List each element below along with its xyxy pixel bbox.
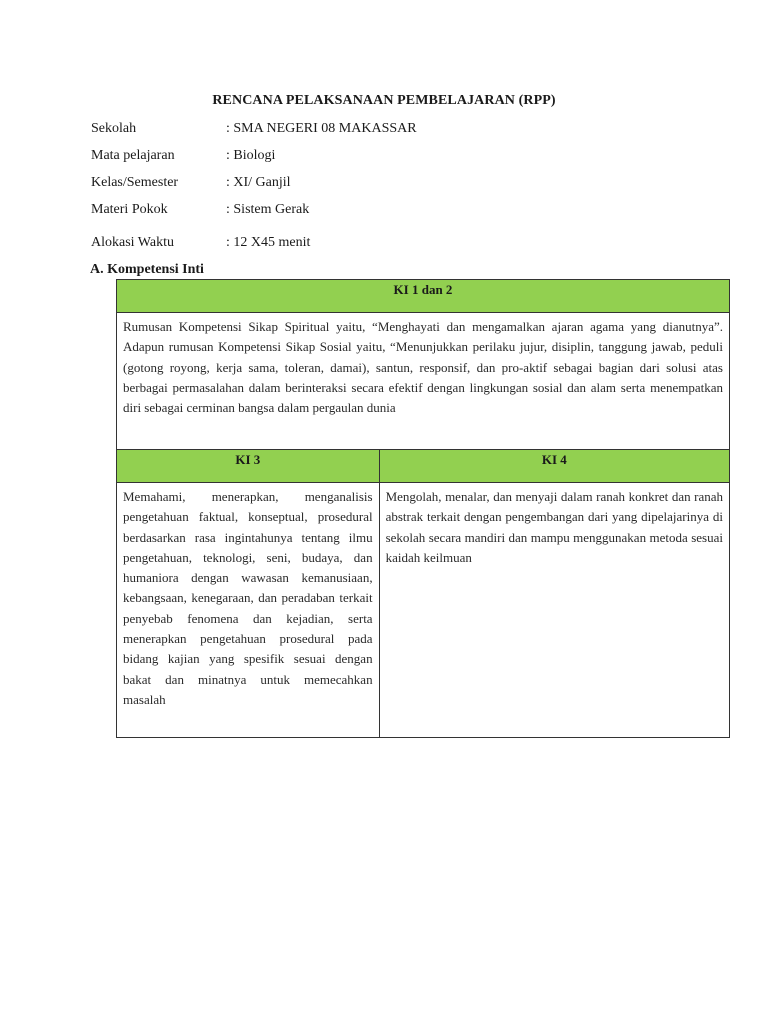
- table-row: [117, 280, 730, 313]
- ki4-description: Mengolah, menalar, dan menyaji dalam ranah konkret dan ranah abstrak terkait dengan pengembangan dari yang dipelajarinya di sekolah secara mandiri dan mampu menggunakan metoda sesuai kaidah keilmuan: [379, 483, 729, 738]
- info-label: Alokasi Waktu: [91, 235, 174, 250]
- kompetensi-inti-table: [116, 279, 730, 738]
- table-row: [117, 313, 730, 450]
- ki3-description: Memahami, menerapkan, menganalisis pengetahuan faktual, konseptual, prosedural berdasarkan rasa ingintahunya tentang ilmu pengetahuan, teknologi, seni, budaya, dan humaniora dengan wawasan kemanusiaan, kebangsaan, kenegaraan, dan peradaban terkait penyebab fenomena dan kejadian, serta menerapkan pengetahuan prosedural pada bidang kajian yang spesifik sesuai dengan bakat dan minatnya untuk memecahkan masalah: [117, 483, 380, 738]
- info-value: : Biologi: [226, 148, 276, 163]
- info-value: : 12 X45 menit: [226, 235, 311, 250]
- info-label: Mata pelajaran: [91, 148, 175, 163]
- document-title: RENCANA PELAKSANAAN PEMBELAJARAN (RPP): [212, 93, 556, 108]
- section-heading-kompetensi-inti: A. Kompetensi Inti: [90, 262, 204, 277]
- info-label: Sekolah: [91, 121, 137, 136]
- ki12-header: KI 1 dan 2: [117, 280, 730, 313]
- table-row: [117, 483, 730, 738]
- info-label: Kelas/Semester: [91, 175, 179, 190]
- table-row: [117, 450, 730, 483]
- ki3-header: KI 3: [117, 450, 380, 483]
- info-label: Materi Pokok: [91, 202, 168, 217]
- ki4-header: KI 4: [379, 450, 729, 483]
- info-value: : Sistem Gerak: [226, 202, 310, 217]
- info-value: : XI/ Ganjil: [226, 175, 291, 190]
- ki12-description: Rumusan Kompetensi Sikap Spiritual yaitu, “Menghayati dan mengamalkan ajaran agama yang dianutnya”. Adapun rumusan Kompetensi Sikap Sosial yaitu, “Menunjukkan perilaku jujur, disiplin, tanggung jawab, peduli (gotong royong, kerja sama, toleran, damai), santun, responsif, dan pro-aktif sebagai bagian dari solusi atas berbagai permasalahan dalam berinteraksi secara efektif dengan lingkungan sosial dan alam serta menempatkan diri sebagai cerminan bangsa dalam pergaulan dunia: [117, 313, 730, 450]
- info-value: : SMA NEGERI 08 MAKASSAR: [226, 121, 417, 136]
